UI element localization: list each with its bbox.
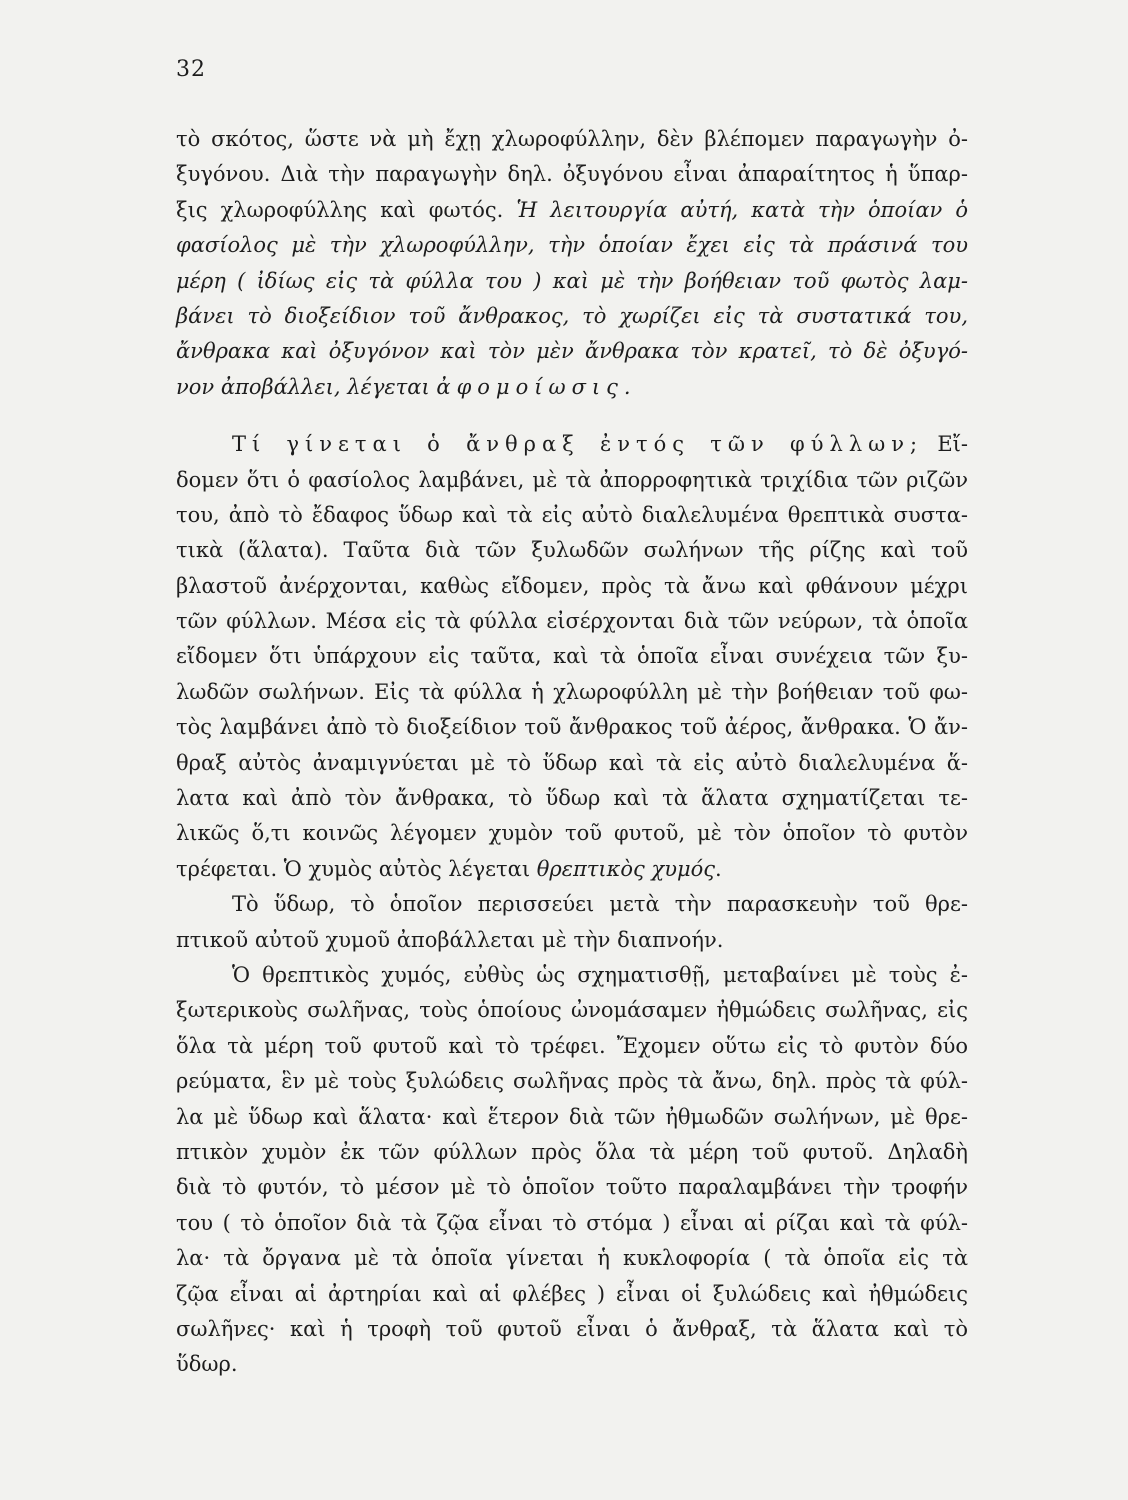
text-run: .	[623, 374, 631, 399]
text-line: θραξ αὐτὸς ἀναμιγνύεται μὲ τὸ ὕδωρ καὶ τὰ εἰς αὐτὸ διαλελυμένα ἅ-	[176, 750, 968, 775]
text-line: λα· τὰ ὄργανα μὲ τὰ ὁποῖα γίνεται ἡ κυκλοφορία ( τὰ ὁποῖα εἰς τὰ	[176, 1246, 968, 1271]
text-line: του ( τὸ ὁποῖον διὰ τὰ ζῷα εἶναι τὸ στόμα ) εἶναι αἱ ρίζαι καὶ τὰ φύλ-	[176, 1210, 968, 1235]
text-line	[176, 852, 968, 887]
text-line: τὸς λαμβάνει ἀπὸ τὸ διοξείδιον τοῦ ἄνθρακος τοῦ ἀέρος, ἄνθρακα. Ὁ ἄν-	[176, 715, 968, 740]
text-run: ξις χλωροφύλλης καὶ φωτός.	[176, 197, 517, 222]
text-line: πτικοῦ αὐτοῦ χυμοῦ ἀποβάλλεται μὲ τὴν διαπνοήν.	[176, 927, 724, 952]
text-line: βλαστοῦ ἀνέρχονται, καθὼς εἴδομεν, πρὸς τὰ ἄνω καὶ φθάνουν μέχρι	[176, 573, 968, 598]
text-line: τικὰ (ἅλατα). Ταῦτα διὰ τῶν ξυλωδῶν σωλήνων τῆς ρίζης καὶ τοῦ	[176, 538, 968, 563]
text-run: Εἴ-	[923, 432, 968, 457]
text-line: του, ἀπὸ τὸ ἔδαφος ὕδωρ καὶ τὰ εἰς αὐτὸ διαλελυμένα θρεπτικὰ συστα-	[176, 502, 968, 527]
text-line: διὰ τὸ φυτόν, τὸ μέσον μὲ τὸ ὁποῖον τοῦτο παραλαμβάνει τὴν τροφήν	[176, 1175, 968, 1200]
text-line: ὅλα τὰ μέρη τοῦ φυτοῦ καὶ τὸ τρέφει. Ἔχομεν οὕτω εἰς τὸ φυτὸν δύο	[176, 1033, 968, 1058]
text-line: μέρη ( ἰδίως εἰς τὰ φύλλα του ) καὶ μὲ τὴν βοήθειαν τοῦ φωτὸς λαμ-	[176, 268, 968, 293]
text-line: πτικὸν χυμὸν ἐκ τῶν φύλλων πρὸς ὅλα τὰ μέρη τοῦ φυτοῦ. Δηλαδὴ	[176, 1139, 968, 1164]
text-line: σωλῆνες· καὶ ἡ τροφὴ τοῦ φυτοῦ εἶναι ὁ ἄνθραξ, τὰ ἅλατα καὶ τὸ	[176, 1316, 968, 1341]
text-line	[176, 370, 968, 405]
text-line: τῶν φύλλων. Μέσα εἰς τὰ φύλλα εἰσέρχονται διὰ τῶν νεύρων, τὰ ὁποῖα	[176, 609, 968, 634]
page-number: 32	[176, 57, 206, 82]
text-line: εἴδομεν ὅτι ὑπάρχουν εἰς ταῦτα, καὶ τὰ ὁποῖα εἶναι συνέχεια τῶν ξυ-	[176, 644, 968, 669]
text-line	[176, 193, 968, 228]
text-line: Ὁ θρεπτικὸς χυμός, εὐθὺς ὡς σχηματισθῇ, μεταβαίνει μὲ τοὺς ἐ-	[232, 962, 968, 987]
text-line: ὕδωρ.	[176, 1352, 238, 1377]
text-run: νον ἀποβάλλει, λέγεται	[176, 374, 437, 399]
body-text	[176, 122, 968, 1383]
text-line: λα μὲ ὕδωρ καὶ ἅλατα· καὶ ἕτερον διὰ τῶν ἠθμωδῶν σωλήνων, μὲ θρε-	[176, 1104, 968, 1129]
text-line: τὸ σκότος, ὥστε νὰ μὴ ἔχῃ χλωροφύλλην, δὲν βλέπομεν παραγωγὴν ὀ-	[176, 127, 968, 151]
text-line: ξυγόνου. Διὰ τὴν παραγωγὴν δηλ. ὀξυγόνου εἶναι ἀπαραίτητος ἡ ὕπαρ-	[176, 162, 968, 187]
italic-term: θρεπτικὸς χυμός	[536, 856, 716, 881]
text-run: τρέφεται. Ὁ χυμὸς αὐτὸς λέγεται	[176, 856, 537, 881]
text-line: δομεν ὅτι ὁ φασίολος λαμβάνει, μὲ τὰ ἀπορροφητικὰ τριχίδια τῶν ριζῶν	[176, 467, 968, 492]
text-line: βάνει τὸ διοξείδιον τοῦ ἄνθρακος, τὸ χωρίζει εἰς τὰ συστατικά του,	[176, 303, 968, 328]
text-run: .	[715, 856, 722, 881]
text-line: λωδῶν σωλήνων. Εἰς τὰ φύλλα ἡ χλωροφύλλη μὲ τὴν βοήθειαν τοῦ φω-	[176, 679, 968, 704]
section-heading: Τί γίνεται ὁ ἄνθραξ ἐντός τῶν φύλλων;	[232, 432, 924, 457]
text-line: ζῷα εἶναι αἱ ἀρτηρίαι καὶ αἱ φλέβες ) εἶναι οἱ ξυλώδεις καὶ ἠθμώδεις	[176, 1281, 968, 1306]
text-line: ἄνθρακα καὶ ὀξυγόνον καὶ τὸν μὲν ἄνθρακα τὸν κρατεῖ, τὸ δὲ ὀξυγό-	[176, 339, 968, 364]
text-line: φασίολος μὲ τὴν χλωροφύλλην, τὴν ὁποίαν ἔχει εἰς τὰ πράσινά του	[176, 233, 968, 258]
text-line: λικῶς ὅ,τι κοινῶς λέγομεν χυμὸν τοῦ φυτοῦ, μὲ τὸν ὁποῖον τὸ φυτὸν	[176, 821, 968, 846]
italic-run: Ἡ λειτουργία αὐτή, κατὰ τὴν ὁποίαν ὁ	[516, 197, 968, 222]
text-line: Τὸ ὕδωρ, τὸ ὁποῖον περισσεύει μετὰ τὴν παρασκευὴν τοῦ θρε-	[232, 892, 968, 917]
spaced-term: ἀφομοίωσις	[436, 374, 624, 399]
section-heading-line	[176, 427, 968, 462]
text-line: λατα καὶ ἀπὸ τὸν ἄνθρακα, τὸ ὕδωρ καὶ τὰ ἅλατα σχηματίζεται τε-	[176, 786, 968, 811]
text-line: ρεύματα, ἓν μὲ τοὺς ξυλώδεις σωλῆνας πρὸς τὰ ἄνω, δηλ. πρὸς τὰ φύλ-	[176, 1069, 968, 1094]
text-line: ξωτερικοὺς σωλῆνας, τοὺς ὁποίους ὠνομάσαμεν ἠθμώδεις σωλῆνας, εἰς	[176, 998, 968, 1023]
